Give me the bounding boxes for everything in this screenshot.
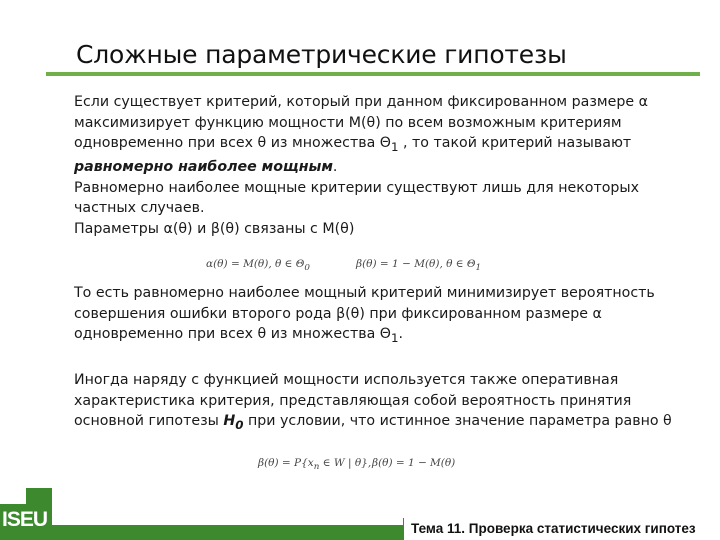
footer-topic: Тема 11. Проверка статистических гипотез [411,521,696,536]
formula-alpha-text: α(θ) = M(θ), θ ∈ Θ [206,258,305,270]
definition-text-3: . [332,159,338,176]
formula-beta [356,258,481,273]
minimization-end: . [398,326,404,342]
parameters-note: Параметры α(θ) и β(θ) связаны с M(θ) [74,220,355,237]
formula-oc-relation: β(θ) = 1 − [372,457,427,469]
definition-term: равномерно наиболее мощным [74,159,333,176]
definition-text-2: , то такой критерий называют [398,135,632,151]
oc-text-2: при условии, что истинное значение параметра равно θ [243,413,672,429]
minimization-subscript: 1 [390,330,399,345]
iseu-logo [0,488,52,540]
formula-oc-definition [258,457,371,472]
paragraph-minimization [74,283,689,348]
logo-text: ISEU [2,508,48,531]
formula-oc-power: M(θ) [430,457,456,469]
formula-oc-part1b: ∈ W | θ}, [319,457,372,469]
title-underline [46,72,700,76]
formula-alpha-sub: 0 [304,263,310,274]
hypothesis-symbol [223,413,244,432]
formula-oc-part1: β(θ) = P{x [258,457,314,469]
formula-oc-sub: n [313,462,320,473]
hypothesis-subscript: 0 [235,417,244,432]
formula-beta-text: β(θ) = 1 − M(θ), θ ∈ Θ [356,258,476,270]
definition-text-1: Если существует критерий, который при данном фиксированном размере α максимизирует функцию мощности M(θ) по всем возможным критериям одновременно при всех θ из множества Θ [74,94,648,151]
definition-subscript: 1 [390,139,399,154]
oc-text-1: Иногда наряду с функцией мощности используется также оперативная характеристика критерия, представляющая собой вероятность принятия основной гипотезы [74,372,632,429]
minimization-text: То есть равномерно наиболее мощный критерий минимизирует вероятность совершения ошибки второго рода β(θ) при фиксированном размере α одновременно при всех θ из множества Θ [74,285,655,342]
hypothesis-letter: H [223,413,236,429]
slide-title: Сложные параметрические гипотезы [76,40,567,69]
formula-beta-sub: 1 [475,263,482,274]
logo-emblem [0,488,26,504]
formula-alpha [206,258,310,273]
paragraph-operating-characteristic [74,370,689,435]
paragraph-definition [74,92,689,239]
existence-note: Равномерно наиболее мощные критерии существуют лишь для некоторых частных случаев. [74,179,640,217]
